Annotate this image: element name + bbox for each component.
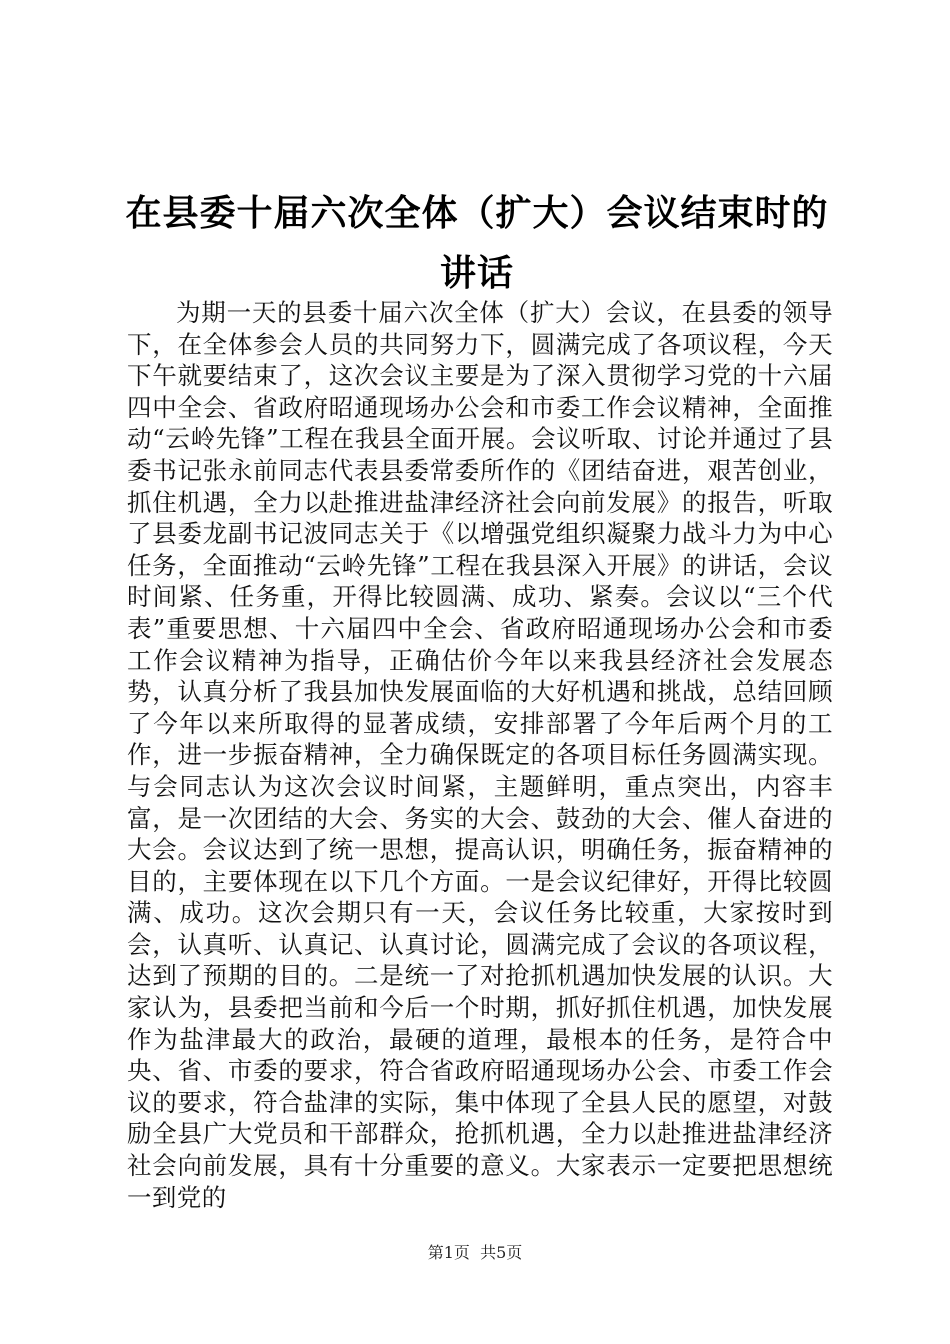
document-title: 在县委十届六次全体（扩大）会议结束时的讲话 (125, 193, 829, 294)
page-footer (0, 1243, 950, 1263)
page-number: 第1页 (427, 1243, 470, 1262)
page-total: 共5页 (480, 1243, 523, 1262)
document-body-paragraph: 为期一天的县委十届六次全体（扩大）会议，在县委的领导下，在全体参会人员的共同努力下，圆满完成了各项议程，今天下午就要结束了，这次会议主要是为了深入贯彻学习党的十六届四中全会、省政府昭通现场办公会和市委工作会议精神，全面推动“云岭先锋”工程在我县全面开展。会议听取、讨论并通过了县委书记张永前同志代表县委常委所作的《团结奋进，艰苦创业，抓住机遇，全力以赴推进盐津经济社会向前发展》的报告，听取了县委龙副书记波同志关于《以增强党组织凝聚力战斗力为中心任务，全面推动“云岭先锋”工程在我县深入开展》的讲话，会议时间紧、任务重，开得比较圆满、成功、紧奏。会议以“三个代表”重要思想、十六届四中全会、省政府昭通现场办公会和市委工作会议精神为指导，正确估价今年以来我县经济社会发展态势，认真分析了我县加快发展面临的大好机遇和挑战，总结回顾了今年以来所取得的显著成绩，安排部署了今年后两个月的工作，进一步振奋精神，全力确保既定的各项目标任务圆满实现。与会同志认为这次会议时间紧，主题鲜明，重点突出，内容丰富，是一次团结的大会、务实的大会、鼓劲的大会、催人奋进的大会。会议达到了统一思想，提高认识，明确任务，振奋精神的目的，主要体现在以下几个方面。一是会议纪律好，开得比较圆满、成功。这次会期只有一天，会议任务比较重，大家按时到会，认真听、认真记、认真讨论，圆满完成了会议的各项议程，达到了预期的目的。二是统一了对抢抓机遇加快发展的认识。大家认为，县委把当前和今后一个时期，抓好抓住机遇，加快发展作为盐津最大的政治，最硬的道理，最根本的任务，是符合中央、省、市委的要求，符合省政府昭通现场办公会、市委工作会议的要求，符合盐津的实际，集中体现了全县人民的愿望，对鼓励全县广大党员和干部群众，抢抓机遇，全力以赴推进盐津经济社会向前发展，具有十分重要的意义。大家表示一定要把思想统一到党的 (127, 298, 833, 1212)
